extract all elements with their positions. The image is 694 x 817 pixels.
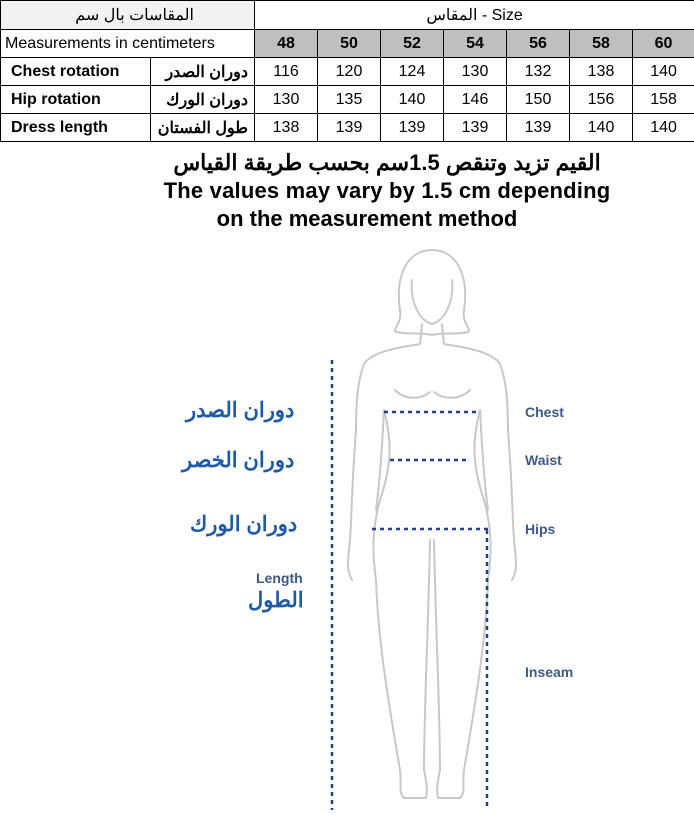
size-58: 58 bbox=[570, 30, 633, 58]
hip-label-arabic: دوران الورك bbox=[190, 513, 298, 536]
table-cell: 140 bbox=[570, 114, 633, 142]
table-cell: 140 bbox=[633, 114, 694, 142]
row-label-english: Dress length bbox=[1, 114, 151, 142]
chest-label-arabic: دوران الصدر bbox=[186, 399, 295, 422]
header-size: المقاس - Size bbox=[255, 1, 694, 30]
note-english-line2: on the measurement method bbox=[216, 206, 518, 231]
table-cell: 130 bbox=[444, 58, 507, 86]
length-label-arabic: الطول bbox=[248, 589, 304, 612]
table-cell: 132 bbox=[507, 58, 570, 86]
body-silhouette-icon bbox=[0, 240, 694, 817]
header-units-arabic: المقاسات بال سم bbox=[1, 1, 255, 30]
chest-label-english: Chest bbox=[525, 404, 564, 420]
table-cell: 158 bbox=[633, 86, 694, 114]
table-cell: 150 bbox=[507, 86, 570, 114]
waist-label-arabic: دوران الخصر bbox=[182, 449, 295, 472]
size-chart-table bbox=[0, 0, 694, 142]
row-label-arabic: دوران الصدر bbox=[151, 58, 255, 86]
inseam-label-english: Inseam bbox=[525, 664, 574, 680]
table-row-hip bbox=[1, 86, 694, 114]
table-cell: 140 bbox=[633, 58, 694, 86]
table-cell: 135 bbox=[318, 86, 381, 114]
header-units-english: Measurements in centimeters bbox=[1, 30, 255, 58]
length-label-english: Length bbox=[256, 570, 303, 586]
table-row-chest bbox=[1, 58, 694, 86]
table-cell: 124 bbox=[381, 58, 444, 86]
table-cell: 139 bbox=[318, 114, 381, 142]
table-cell: 120 bbox=[318, 58, 381, 86]
row-label-english: Hip rotation bbox=[1, 86, 151, 114]
hips-label-english: Hips bbox=[525, 521, 556, 537]
note-arabic: القيم تزيد وتنقص 1.5سم بحسب طريقة القياس bbox=[173, 150, 601, 175]
row-label-arabic: دوران الورك bbox=[151, 86, 255, 114]
row-label-english: Chest rotation bbox=[1, 58, 151, 86]
table-cell: 138 bbox=[570, 58, 633, 86]
note-english-line1: The values may vary by 1.5 cm depending bbox=[163, 178, 611, 203]
size-52: 52 bbox=[381, 30, 444, 58]
measurement-figure bbox=[0, 240, 694, 817]
table-cell: 156 bbox=[570, 86, 633, 114]
size-56: 56 bbox=[507, 30, 570, 58]
table-cell: 146 bbox=[444, 86, 507, 114]
row-label-arabic: طول الفستان bbox=[151, 114, 255, 142]
table-cell: 138 bbox=[255, 114, 318, 142]
size-50: 50 bbox=[318, 30, 381, 58]
table-cell: 139 bbox=[381, 114, 444, 142]
size-48: 48 bbox=[255, 30, 318, 58]
table-cell: 140 bbox=[381, 86, 444, 114]
table-cell: 139 bbox=[507, 114, 570, 142]
size-60: 60 bbox=[633, 30, 694, 58]
table-row-length bbox=[1, 114, 694, 142]
table-cell: 116 bbox=[255, 58, 318, 86]
size-54: 54 bbox=[444, 30, 507, 58]
waist-label-english: Waist bbox=[525, 452, 562, 468]
table-cell: 139 bbox=[444, 114, 507, 142]
table-cell: 130 bbox=[255, 86, 318, 114]
